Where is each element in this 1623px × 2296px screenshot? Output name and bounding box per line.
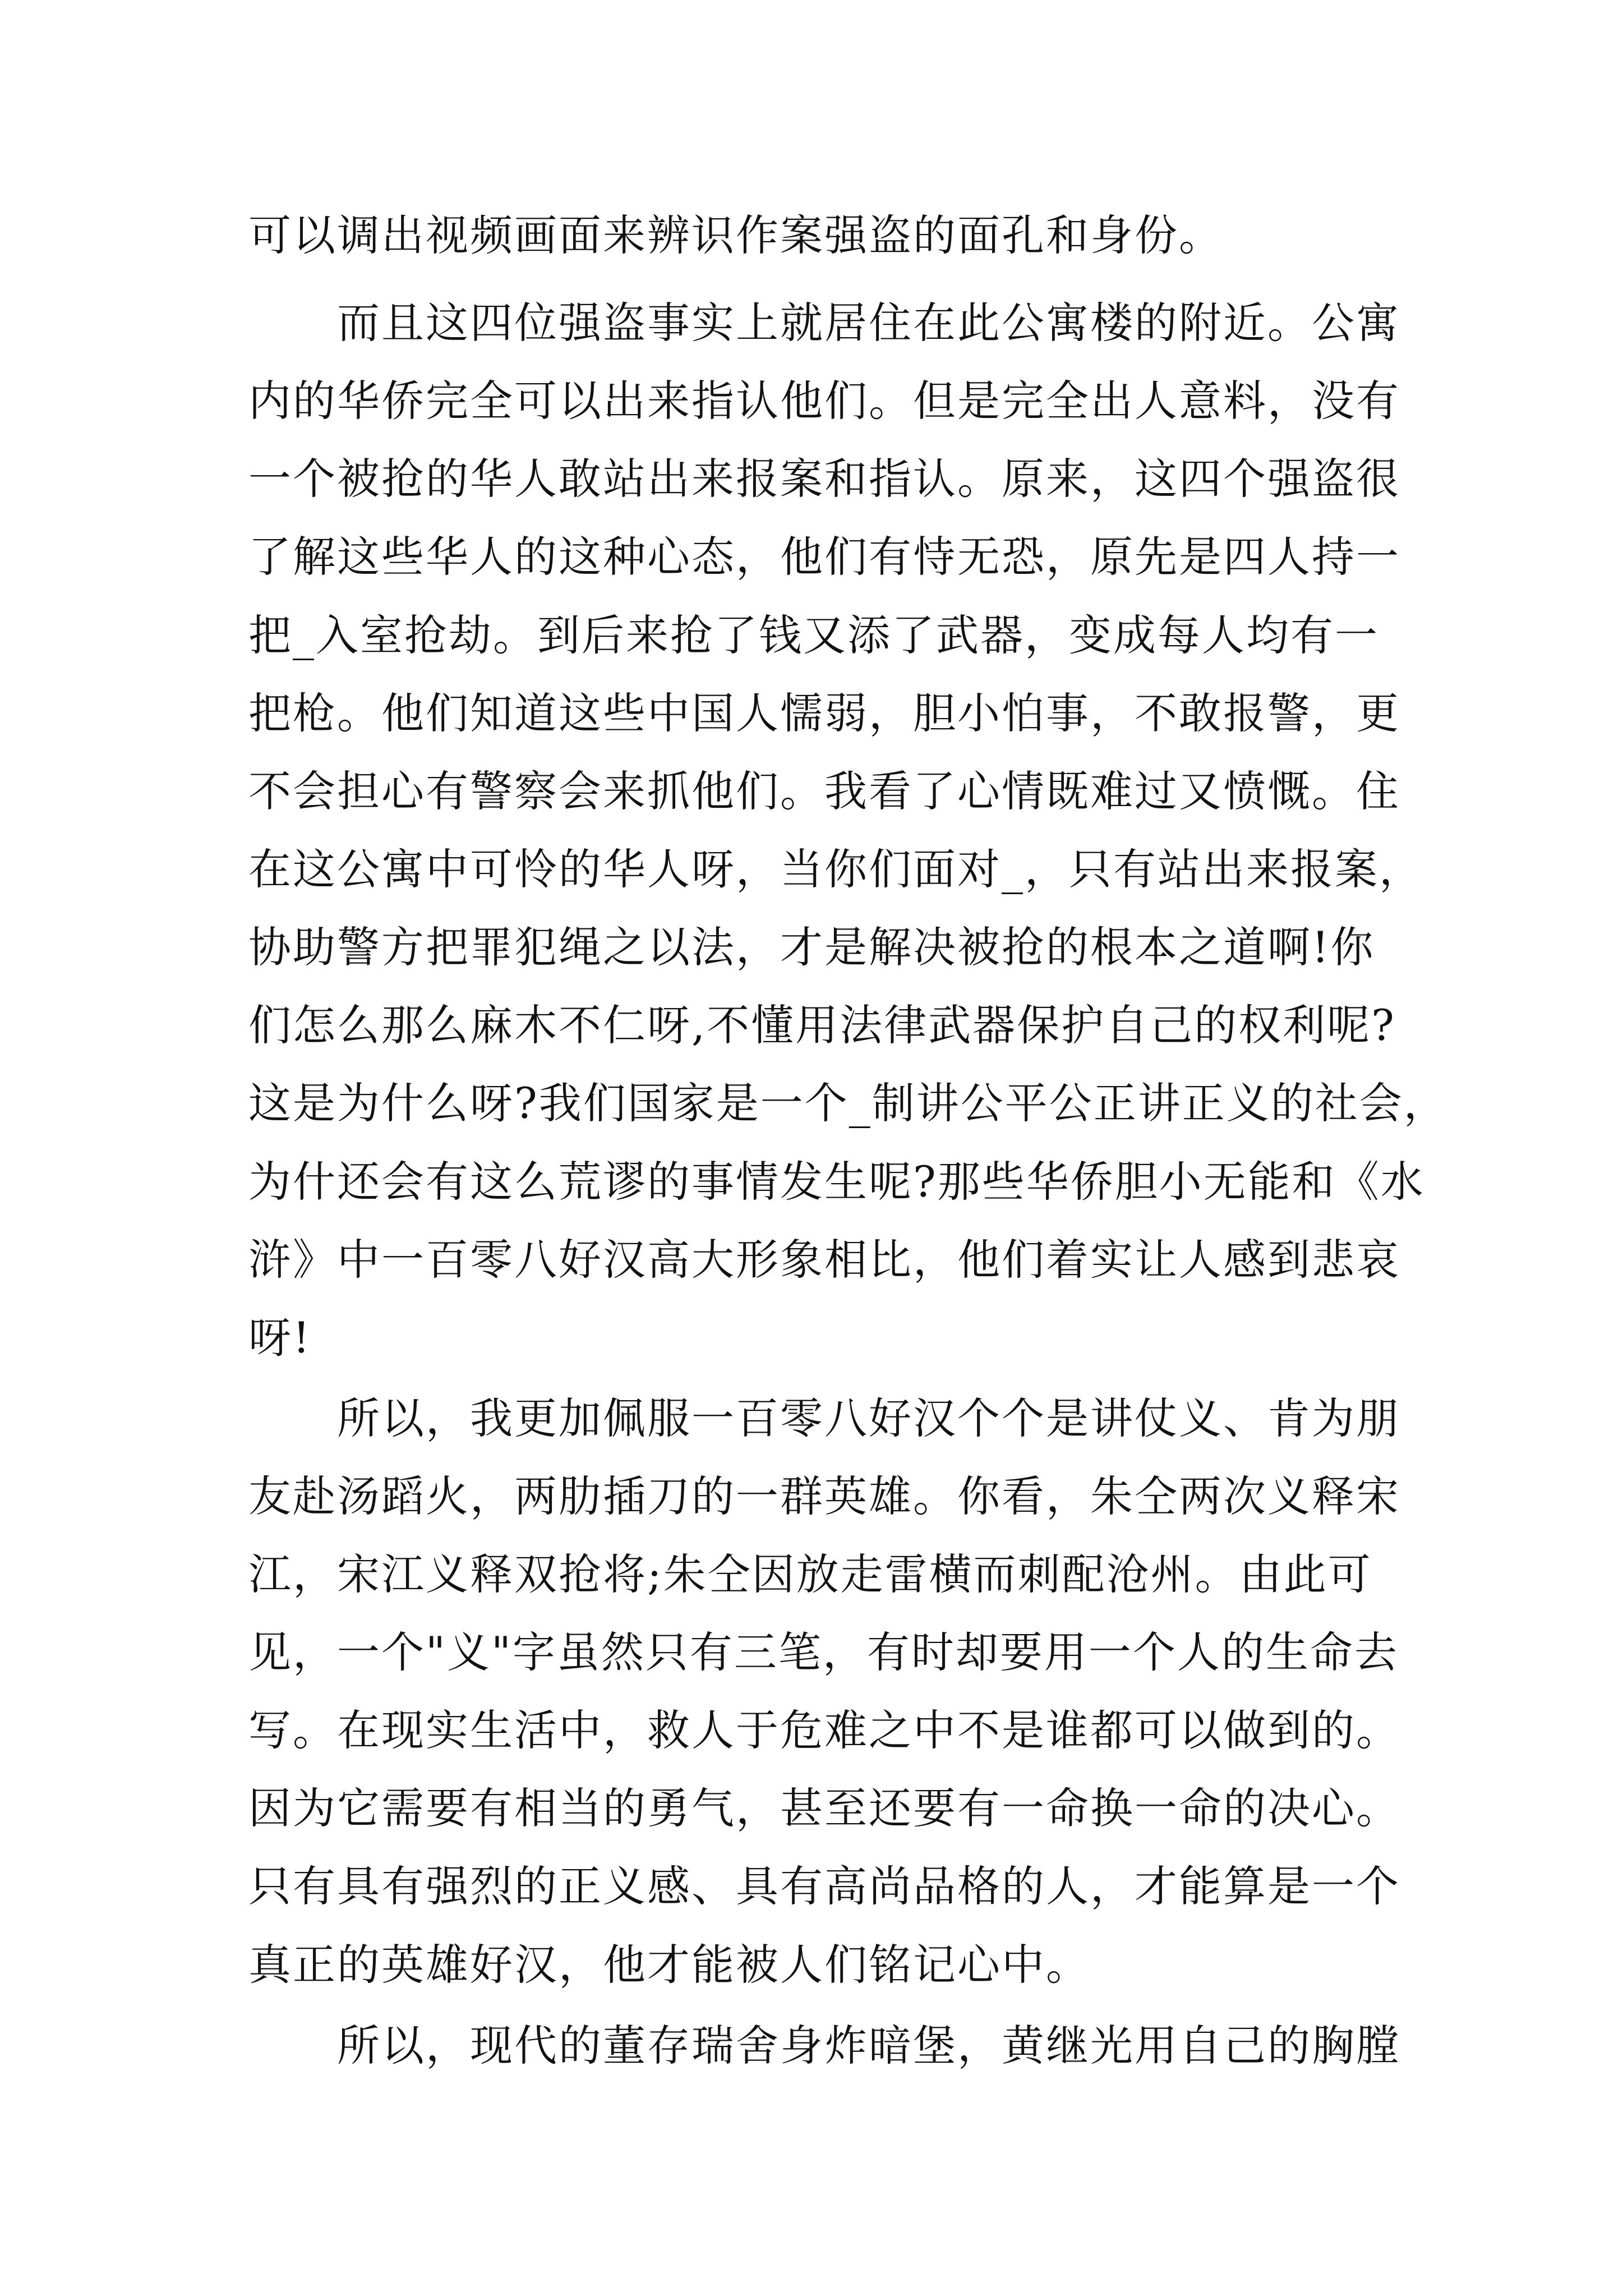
text-line: 江，宋江义释双抢将;朱仝因放走雷横而刺配沧州。由此可 xyxy=(248,1549,1372,1599)
text-line: 在这公寓中可怜的华人呀，当你们面对_，只有站出来报案， xyxy=(248,844,1423,894)
text-line: 所以，现代的董存瑞舍身炸暗堡，黄继光用自己的胸膛 xyxy=(248,2021,1400,2070)
text-line: 写。在现实生活中，救人于危难之中不是谁都可以做到的。 xyxy=(248,1705,1400,1755)
text-line: 呀! xyxy=(248,1313,312,1363)
text-line: 真正的英雄好汉，他才能被人们铭记心中。 xyxy=(248,1940,1090,1990)
text-line: 不会担心有警察会来抓他们。我看了心情既难过又愤慨。住 xyxy=(248,766,1400,816)
text-line: 一个被抢的华人敢站出来报案和指认。原来，这四个强盗很 xyxy=(248,454,1400,504)
text-line: 们怎么那么麻木不仁呀,不懂用法律武器保护自己的权利呢? xyxy=(248,1000,1396,1050)
text-line: 而且这四位强盗事实上就居住在此公寓楼的附近。公寓 xyxy=(248,298,1400,348)
text-line: 为什还会有这么荒谬的事情发生呢?那些华侨胆小无能和《水 xyxy=(248,1157,1425,1207)
text-line: 把枪。他们知道这些中国人懦弱，胆小怕事，不敢报警，更 xyxy=(248,688,1400,738)
text-line: 这是为什么呀?我们国家是一个_制讲公平公正讲正义的社会， xyxy=(248,1078,1448,1128)
text-line: 了解这些华人的这种心态，他们有恃无恐，原先是四人持一 xyxy=(248,532,1400,582)
text-line: 只有具有强烈的正义感、具有高尚品格的人，才能算是一个 xyxy=(248,1861,1400,1911)
text-line: 见，一个"义"字虽然只有三笔，有时却要用一个人的生命去 xyxy=(248,1627,1399,1677)
text-line: 所以，我更加佩服一百零八好汉个个是讲仗义、肯为朋 xyxy=(248,1393,1400,1443)
text-line: 友赴汤蹈火，两肋插刀的一群英雄。你看，朱仝两次义释宋 xyxy=(248,1471,1400,1521)
text-line: 可以调出视频画面来辨识作案强盗的面孔和身份。 xyxy=(248,210,1223,260)
text-line: 把_入室抢劫。到后来抢了钱又添了武器，变成每人均有一 xyxy=(248,610,1379,660)
text-line: 因为它需要有相当的勇气，甚至还要有一命换一命的决心。 xyxy=(248,1783,1400,1833)
text-line: 内的华侨完全可以出来指认他们。但是完全出人意料，没有 xyxy=(248,376,1400,426)
text-line: 浒》中一百零八好汉高大形象相比，他们着实让人感到悲哀 xyxy=(248,1235,1400,1285)
text-line: 协助警方把罪犯绳之以法，才是解决被抢的根本之道啊!你 xyxy=(248,922,1375,972)
